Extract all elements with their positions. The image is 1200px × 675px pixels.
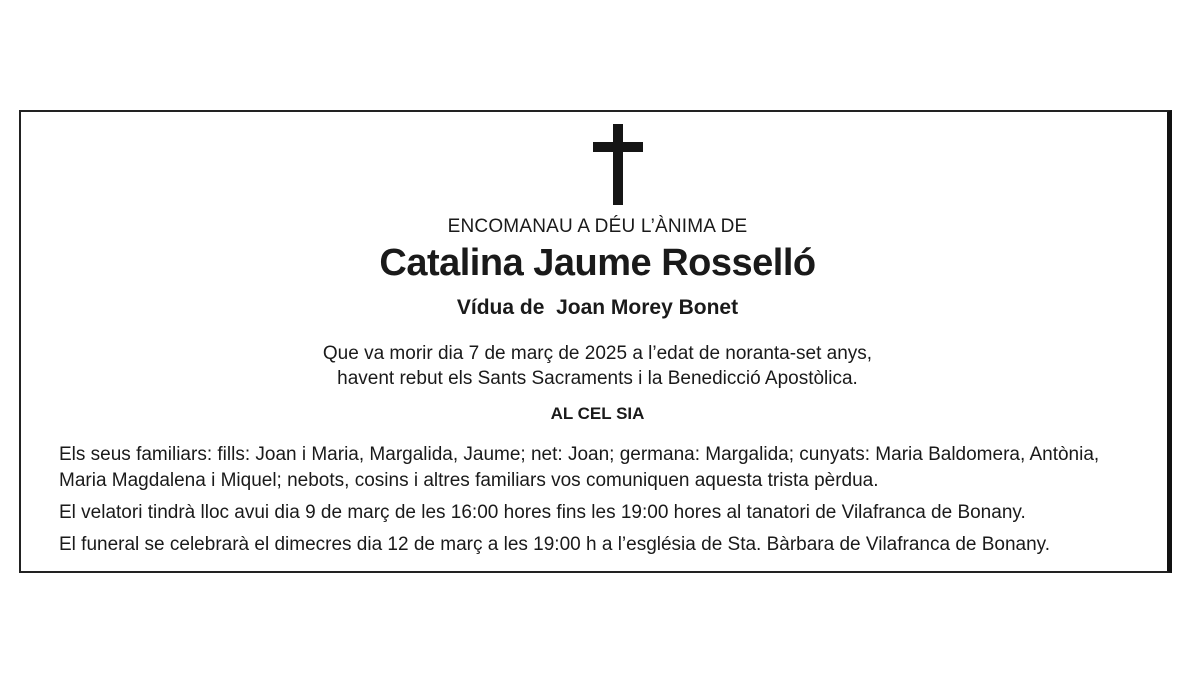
family-line-2: Maria Magdalena i Miquel; nebots, cosins i altres familiars vos comuniquen aquesta trista pèrdua. bbox=[59, 470, 879, 491]
wake-info: El velatori tindrà lloc avui dia 9 de març de les 16:00 hores fins les 19:00 hores al tanatori de Vilafranca de Bonany. bbox=[59, 502, 1026, 523]
family-line-1: Els seus familiars: fills: Joan i Maria, Margalida, Jaume; net: Joan; germana: Margalida; cunyats: Maria Baldomera, Antònia, bbox=[59, 444, 1100, 465]
death-info-line-1: Que va morir dia 7 de març de 2025 a l’edat de noranta-set anys, bbox=[322, 343, 873, 364]
obituary-notice bbox=[19, 110, 1172, 573]
cross-vertical-bar bbox=[613, 124, 623, 205]
al-cel-sia: AL CEL SIA bbox=[550, 404, 645, 423]
death-info-line-2: havent rebut els Sants Sacraments i la Benedicció Apostòlica. bbox=[337, 368, 858, 389]
deceased-name: Catalina Jaume Rosselló bbox=[379, 242, 816, 284]
widow-of: Vídua de Joan Morey Bonet bbox=[456, 296, 739, 319]
intro-text: ENCOMANAU A DÉU L’ÀNIMA DE bbox=[447, 216, 748, 237]
funeral-info: El funeral se celebrarà el dimecres dia 12 de març a les 19:00 h a l’església de Sta. Bàrbara de Vilafranca de Bonany. bbox=[59, 534, 1051, 555]
cross-horizontal-bar bbox=[593, 142, 643, 152]
cross-icon bbox=[593, 124, 643, 205]
